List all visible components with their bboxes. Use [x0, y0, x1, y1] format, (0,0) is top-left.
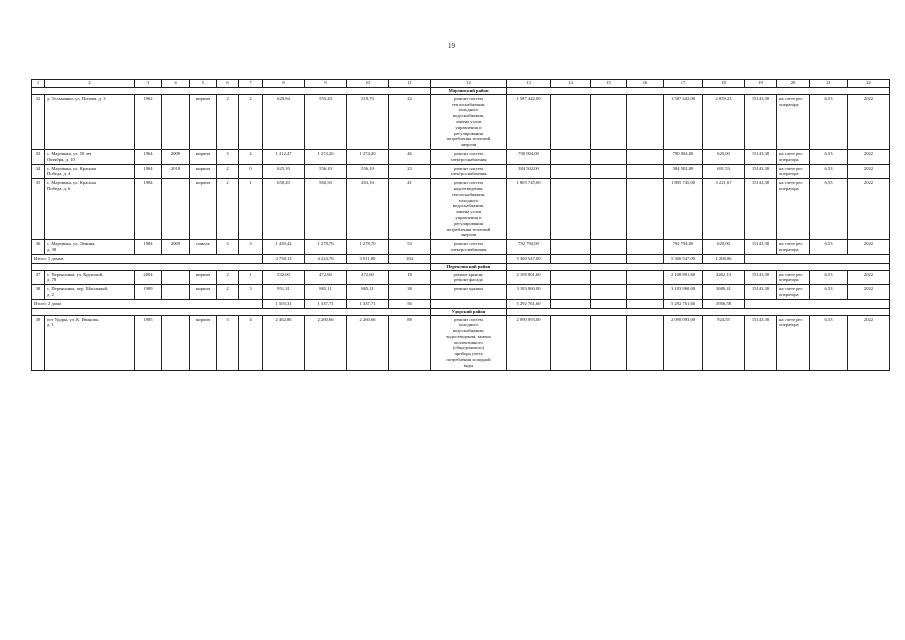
column-number: 1 — [32, 80, 45, 88]
address: д. Тельманно, ул. Попова, д. 3 — [45, 94, 135, 149]
area-residential: 1 274,20 — [347, 149, 389, 164]
empty-cell — [627, 164, 664, 179]
empty-cell — [507, 308, 890, 315]
area-premises: 560,50 — [305, 179, 347, 240]
column-number: 14 — [551, 80, 591, 88]
residents: 41 — [389, 179, 431, 240]
empty-cell — [551, 179, 591, 240]
column-number: 16 — [627, 80, 664, 88]
empty-cell — [591, 285, 627, 300]
work-types: ремонт систем водоотведения, теплоснабжения, холодного водоснабжения, замена узлов управления и регулирования потребления тепловой энергии — [431, 179, 507, 240]
floors: 3 — [217, 240, 239, 255]
contribution-rate: 6,53 — [810, 285, 848, 300]
total-cost: 5 360 547,00 — [507, 254, 551, 263]
year-renovated — [162, 285, 190, 300]
row-number: 36 — [32, 240, 45, 255]
wall-material: кирпич — [190, 94, 217, 149]
completion-year: 2022 — [848, 94, 890, 149]
empty-cell — [551, 285, 591, 300]
residents: 46 — [389, 149, 431, 164]
column-number: 4 — [162, 80, 190, 88]
empty-cell — [627, 285, 664, 300]
year-built: 1964 — [135, 164, 162, 179]
wall-material: кирпич — [190, 164, 217, 179]
area-premises: 865,11 — [305, 285, 347, 300]
empty-cell — [591, 179, 627, 240]
empty-cell — [431, 299, 507, 308]
year-renovated: 2009 — [162, 240, 190, 255]
row-number: 38 — [32, 285, 45, 300]
total-area-residential: 3 911,80 — [347, 254, 389, 263]
total-cost: 792 794,00 — [507, 240, 551, 255]
fund-amount: 790 004,00 — [664, 149, 703, 164]
floors: 3 — [217, 315, 239, 370]
table-row — [32, 315, 890, 370]
fund-method: на счете рег. оператора — [777, 240, 810, 255]
empty-cell — [591, 270, 627, 285]
column-number: 12 — [431, 80, 507, 88]
district-name: Марзинский район — [431, 88, 507, 95]
fund-method: на счете рег. оператора — [777, 164, 810, 179]
total-fund-amount: 5 292 761,60 — [664, 299, 703, 308]
year-renovated: 2009 — [162, 149, 190, 164]
fund-method: на счете рег. оператора — [777, 179, 810, 240]
contribution-rate: 6,53 — [810, 270, 848, 285]
total-residents: 184 — [389, 254, 431, 263]
residents: 18 — [389, 270, 431, 285]
area-residential: 519,70 — [347, 94, 389, 149]
entrances: 2 — [239, 94, 263, 149]
completion-year: 2022 — [848, 315, 890, 370]
empty-cell — [32, 88, 431, 95]
total-unit-cost: 1 268,86 — [703, 254, 745, 263]
table-row — [32, 285, 890, 300]
row-number: 32 — [32, 94, 45, 149]
empty-cell — [591, 94, 627, 149]
empty-cell — [32, 263, 431, 270]
empty-cell — [627, 240, 664, 255]
area-premises: 556,10 — [305, 164, 347, 179]
column-number: 8 — [263, 80, 305, 88]
column-number-row — [32, 80, 890, 88]
wall-material: кирпич — [190, 270, 217, 285]
completion-year: 2022 — [848, 285, 890, 300]
district-row — [32, 308, 890, 315]
total-area-premises: 4 224,70 — [305, 254, 347, 263]
work-types: ремонт систем электроснабжения — [431, 240, 507, 255]
completion-year: 2022 — [848, 240, 890, 255]
contribution-rate: 6,53 — [810, 164, 848, 179]
max-unit-cost: 15143,38 — [745, 285, 777, 300]
empty-cell — [551, 254, 591, 263]
empty-cell — [591, 299, 627, 308]
total-label: Итого: 2 дома — [32, 299, 263, 308]
entrances: 3 — [239, 285, 263, 300]
year-built: 1985 — [135, 315, 162, 370]
address: с. Марзинка, ул. Ленина, д. 38 — [45, 240, 135, 255]
contribution-rate: 6,53 — [810, 315, 848, 370]
fund-method: на счете рег. оператора — [777, 270, 810, 285]
completion-year: 2022 — [848, 179, 890, 240]
total-cost: 2 108 801,60 — [507, 270, 551, 285]
register-table — [31, 79, 890, 371]
total-area: 629,94 — [263, 94, 305, 149]
total-row — [32, 254, 890, 263]
total-row — [32, 299, 890, 308]
fund-amount: 2 090 093,00 — [664, 315, 703, 370]
address: с. Марзинка, ул. Красная Победа, д. 4 — [45, 164, 135, 179]
empty-cell — [627, 179, 664, 240]
empty-cell — [627, 149, 664, 164]
residents: 22 — [389, 94, 431, 149]
area-premises: 1 278,70 — [305, 240, 347, 255]
column-number: 20 — [777, 80, 810, 88]
empty-cell — [551, 149, 591, 164]
max-unit-cost: 15143,38 — [745, 164, 777, 179]
year-built: 1989 — [135, 285, 162, 300]
row-number: 39 — [32, 315, 45, 370]
table-row — [32, 270, 890, 285]
district-name: Переясинский район — [431, 263, 507, 270]
total-area: 1 439,42 — [263, 240, 305, 255]
total-cost: 2 090 093,00 — [507, 315, 551, 370]
fund-method: на счете рег. оператора — [777, 149, 810, 164]
fund-method: на счете рег. оператора — [777, 94, 810, 149]
work-types: ремонт крыши — [431, 285, 507, 300]
fund-method: на счете рег. оператора — [777, 315, 810, 370]
empty-cell — [627, 94, 664, 149]
year-built: 1962 — [135, 94, 162, 149]
floors: 3 — [217, 149, 239, 164]
entrances: 3 — [239, 240, 263, 255]
district-name: Удорский район — [431, 308, 507, 315]
max-unit-cost: 15143,38 — [745, 270, 777, 285]
row-number: 35 — [32, 179, 45, 240]
work-types: ремонт крыши, ремонт фасада — [431, 270, 507, 285]
area-premises: 1 274,20 — [305, 149, 347, 164]
work-types: ремонт систем теплоснабжения, холодного водоснабжения, замена узлов управления и регулирования потребления тепловой энергии — [431, 94, 507, 149]
column-number: 13 — [507, 80, 551, 88]
total-unit-cost: 3956,58 — [703, 299, 745, 308]
empty-cell — [591, 164, 627, 179]
completion-year: 2022 — [848, 270, 890, 285]
total-area: 532,00 — [263, 270, 305, 285]
empty-cell — [551, 315, 591, 370]
entrances: 1 — [239, 270, 263, 285]
residents: 53 — [389, 240, 431, 255]
area-residential: 472,60 — [347, 270, 389, 285]
area-residential: 865,11 — [347, 285, 389, 300]
table-row — [32, 164, 890, 179]
empty-cell — [551, 94, 591, 149]
year-built: 1984 — [135, 179, 162, 240]
contribution-rate: 6,53 — [810, 240, 848, 255]
empty-cell — [551, 299, 591, 308]
total-residents: 56 — [389, 299, 431, 308]
column-number: 19 — [745, 80, 777, 88]
total-cost: 384 502,00 — [507, 164, 551, 179]
entrances: 4 — [239, 315, 263, 370]
district-row — [32, 263, 890, 270]
area-premises: 472,60 — [305, 270, 347, 285]
contribution-rate: 6,53 — [810, 149, 848, 164]
total-cost: 1 587 442,00 — [507, 94, 551, 149]
fund-amount: 2 108 801,60 — [664, 270, 703, 285]
column-number: 15 — [591, 80, 627, 88]
year-renovated — [162, 270, 190, 285]
total-area: 2 462,86 — [263, 315, 305, 370]
area-premises: 2 260,66 — [305, 315, 347, 370]
unit-cost: 924,55 — [703, 315, 745, 370]
address: с. Марзинка, ул. Красная Победа, д. 6 — [45, 179, 135, 240]
page-number: 19 — [448, 42, 455, 50]
column-number: 7 — [239, 80, 263, 88]
total-area: 4 758,13 — [263, 254, 305, 263]
floors: 2 — [217, 94, 239, 149]
empty-cell — [551, 164, 591, 179]
wall-material: кирпич — [190, 149, 217, 164]
unit-cost: 620,00 — [703, 240, 745, 255]
residents: 23 — [389, 164, 431, 179]
empty-cell — [627, 299, 664, 308]
year-renovated — [162, 315, 190, 370]
max-unit-cost: 15143,38 — [745, 179, 777, 240]
floors: 2 — [217, 270, 239, 285]
empty-cell — [591, 315, 627, 370]
row-number: 33 — [32, 149, 45, 164]
fund-amount: 1 805 745,00 — [664, 179, 703, 240]
column-number: 11 — [389, 80, 431, 88]
year-built: 1964 — [135, 149, 162, 164]
unit-cost: 3680,41 — [703, 285, 745, 300]
column-number: 2 — [45, 80, 135, 88]
total-label: Итого: 5 домов — [32, 254, 263, 263]
empty-cell — [551, 240, 591, 255]
contribution-rate: 6,53 — [810, 94, 848, 149]
completion-year: 2022 — [848, 149, 890, 164]
row-number: 37 — [32, 270, 45, 285]
total-area: 951,31 — [263, 285, 305, 300]
unit-cost: 3 221,67 — [703, 179, 745, 240]
empty-cell — [431, 254, 507, 263]
floors: 2 — [217, 285, 239, 300]
column-number: 6 — [217, 80, 239, 88]
empty-cell — [745, 254, 890, 263]
total-area: 1 412,47 — [263, 149, 305, 164]
total-fund-amount: 5 360 547,00 — [664, 254, 703, 263]
address: с. Марзинка, ул. 50 лет Октября, д. 10 — [45, 149, 135, 164]
register-body — [32, 80, 890, 371]
empty-cell — [627, 315, 664, 370]
empty-cell — [627, 270, 664, 285]
empty-cell — [591, 149, 627, 164]
column-number: 21 — [810, 80, 848, 88]
residents: 88 — [389, 315, 431, 370]
address: пгт Удоры, ул. К. Иванова, д. 1 — [45, 315, 135, 370]
work-types: ремонт систем электроснабжения — [431, 149, 507, 164]
unit-cost: 4462,13 — [703, 270, 745, 285]
contribution-rate: 6,53 — [810, 179, 848, 240]
empty-cell — [591, 240, 627, 255]
wall-material: кирпич — [190, 179, 217, 240]
table-row — [32, 94, 890, 149]
table-row — [32, 179, 890, 240]
total-cost: 5 292 761,60 — [507, 299, 551, 308]
total-cost: 1 805 745,00 — [507, 179, 551, 240]
floors: 2 — [217, 164, 239, 179]
column-number: 5 — [190, 80, 217, 88]
fund-amount: 384 502,00 — [664, 164, 703, 179]
work-types: ремонт систем холодного водоснабжения, водоотведения, замена коллективного (общедомового) прибора учета потребления холодной воды — [431, 315, 507, 370]
empty-cell — [745, 299, 890, 308]
wall-material: кирпич — [190, 315, 217, 370]
area-residential: 2 260,66 — [347, 315, 389, 370]
empty-cell — [507, 263, 890, 270]
area-residential: 263,10 — [347, 179, 389, 240]
wall-material: кирпич — [190, 285, 217, 300]
column-number: 18 — [703, 80, 745, 88]
column-number: 10 — [347, 80, 389, 88]
fund-amount: 1 587 442,00 — [664, 94, 703, 149]
total-cost: 3 183 960,00 — [507, 285, 551, 300]
fund-method: на счете рег. оператора — [777, 285, 810, 300]
total-cost: 790 004,00 — [507, 149, 551, 164]
unit-cost: 2 859,23 — [703, 94, 745, 149]
empty-cell — [551, 270, 591, 285]
address: с. Переясинка, ул. Крупской, д. 78 — [45, 270, 135, 285]
column-number: 17 — [664, 80, 703, 88]
unit-cost: 620,00 — [703, 149, 745, 164]
max-unit-cost: 15143,38 — [745, 149, 777, 164]
entrances: 1 — [239, 179, 263, 240]
year-renovated — [162, 179, 190, 240]
area-premises: 555,20 — [305, 94, 347, 149]
year-renovated: 2018 — [162, 164, 190, 179]
district-row — [32, 88, 890, 95]
total-area: 625,10 — [263, 164, 305, 179]
column-number: 22 — [848, 80, 890, 88]
table-row — [32, 240, 890, 255]
fund-amount: 3 183 960,00 — [664, 285, 703, 300]
year-built: 2004 — [135, 270, 162, 285]
max-unit-cost: 15143,38 — [745, 315, 777, 370]
entrances: 2 — [239, 149, 263, 164]
max-unit-cost: 15143,38 — [745, 94, 777, 149]
work-types: ремонт систем электроснабжения — [431, 164, 507, 179]
floors: 2 — [217, 179, 239, 240]
year-built: 1984 — [135, 240, 162, 255]
fund-amount: 792 794,00 — [664, 240, 703, 255]
unit-cost: 691,53 — [703, 164, 745, 179]
total-area-premises: 1 337,71 — [305, 299, 347, 308]
total-area-residential: 1 337,71 — [347, 299, 389, 308]
total-area: 650,20 — [263, 179, 305, 240]
completion-year: 2022 — [848, 164, 890, 179]
address: с. Переясинка, пер. Школьный, д. 2 — [45, 285, 135, 300]
max-unit-cost: 15143,38 — [745, 240, 777, 255]
empty-cell — [591, 254, 627, 263]
total-area: 1 503,31 — [263, 299, 305, 308]
table-row — [32, 149, 890, 164]
entrances: 0 — [239, 164, 263, 179]
row-number: 34 — [32, 164, 45, 179]
area-residential: 1 278,70 — [347, 240, 389, 255]
residents: 38 — [389, 285, 431, 300]
empty-cell — [32, 308, 431, 315]
area-residential: 556,10 — [347, 164, 389, 179]
column-number: 9 — [305, 80, 347, 88]
empty-cell — [507, 88, 890, 95]
column-number: 3 — [135, 80, 162, 88]
year-renovated — [162, 94, 190, 149]
wall-material: панель — [190, 240, 217, 255]
empty-cell — [627, 254, 664, 263]
